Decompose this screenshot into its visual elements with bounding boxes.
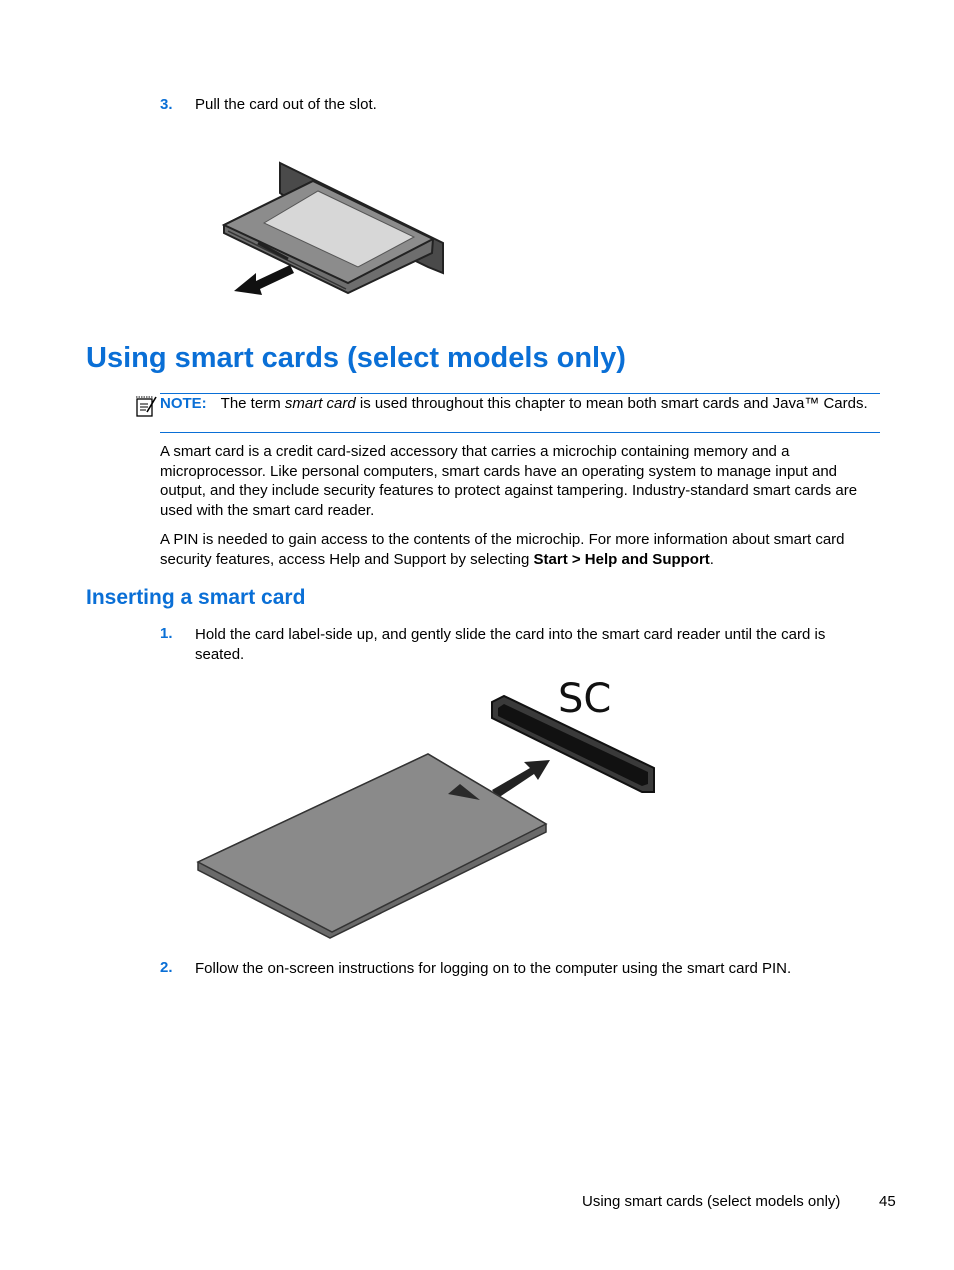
page-number: 45: [879, 1193, 896, 1210]
step-text: Hold the card label-side up, and gently slide the card into the smart card reader until the card is seated.: [195, 626, 826, 663]
pin-text-end: .: [709, 550, 714, 568]
paragraph-pin: [160, 530, 872, 569]
section-heading: Inserting a smart card: [86, 586, 306, 609]
note-emphasis: smart card: [284, 395, 356, 412]
note-box: [160, 393, 880, 433]
paragraph-smart-card: A smart card is a credit card-sized accessory that carries a microchip containing memory and a microprocessor. Like personal computers, smart cards have an operating system to manage input and output, and they include security features to protect against tampering. Industry-standard smart cards are used with the smart card reader.: [160, 443, 858, 519]
step-number: 2.: [160, 959, 173, 976]
note-label: NOTE:: [160, 395, 207, 412]
card-removal-illustration: [218, 155, 450, 300]
smart-card-insertion-illustration: [192, 672, 662, 944]
note-pencil-icon: [135, 395, 159, 419]
page-title: Using smart cards (select models only): [86, 342, 626, 374]
sc-label: SC: [558, 676, 612, 722]
step-number: 3.: [160, 96, 173, 113]
footer-title: Using smart cards (select models only): [582, 1193, 841, 1210]
step-text: Follow the on-screen instructions for logging on to the computer using the smart card PIN.: [195, 960, 792, 977]
pin-menu-path: Start > Help and Support: [533, 550, 710, 568]
note-text: The term: [220, 395, 285, 412]
note-text-rest: is used throughout this chapter to mean both smart cards and Java™ Cards.: [355, 395, 868, 412]
step-number: 1.: [160, 625, 173, 642]
step-text: Pull the card out of the slot.: [195, 96, 377, 113]
pin-text: A PIN is needed to gain access to the contents of the microchip. For more information about smart card security features, access Help and Support by selecting: [160, 531, 845, 568]
